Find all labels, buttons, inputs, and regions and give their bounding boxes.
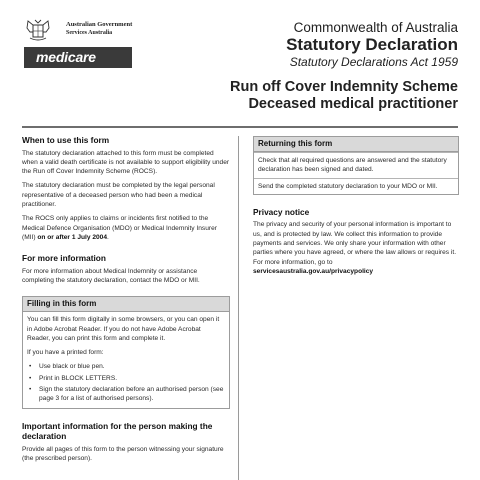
header-rule — [22, 126, 458, 128]
privacy-text: The privacy and security of your personal information is important to us, and is protected by law. We collect this information to provide payments and services. We only share your information with other parties where you have agreed, or where the law allows or requires it. For more information, go to — [253, 221, 457, 266]
bullet-icon: • — [29, 374, 32, 382]
important-info-heading: Important information for the person making the declaration — [22, 420, 213, 442]
document-type: Statutory Declaration — [286, 35, 458, 54]
legislation: Statutory Declarations Act 1959 — [289, 55, 458, 69]
agency-name: Services Australia — [66, 30, 113, 36]
column-divider — [238, 136, 239, 480]
list-item — [27, 362, 225, 371]
filling-in-box — [22, 296, 230, 408]
coat-of-arms-icon — [24, 18, 52, 44]
government-name: Australian Government — [66, 21, 133, 28]
more-info-heading: For more information — [22, 253, 106, 264]
list-item-text: Print in BLOCK LETTERS. — [39, 374, 118, 382]
bullet-icon: • — [29, 386, 32, 394]
returning-box — [253, 136, 459, 195]
form-title-line2: Deceased medical practitioner — [248, 96, 458, 112]
filling-in-body — [23, 312, 229, 407]
filling-in-heading: Filling in this form — [23, 297, 229, 312]
when-to-use-para-2: The statutory declaration must be completed by the legal personal representative of a deceased person who had been a medical practitioner. — [22, 182, 215, 208]
filling-in-para-1: You can fill this form digitally in some browsers, or you can open it in Adobe Acrobat Reader. If you do not have Adobe Acrobat Reader, you can print this form and complete it. — [27, 316, 220, 342]
when-para-3-end: . — [107, 233, 109, 241]
bullet-icon: • — [29, 363, 32, 371]
when-to-use-para-1: The statutory declaration attached to this form must be completed when a valid death certificate is not available to support eligibility under the Run off Cover Indemnity Scheme (ROCS). — [22, 149, 230, 176]
more-info-para: For more information about Medical Indemnity or assistance completing the statutory declaration, contact the MDO or MII. — [22, 267, 200, 284]
form-title — [230, 79, 458, 113]
jurisdiction: Commonwealth of Australia — [293, 20, 458, 35]
when-to-use-para-3 — [22, 214, 230, 242]
privacy-para — [253, 220, 459, 276]
form-title-line1: Run off Cover Indemnity Scheme — [229, 79, 458, 95]
when-para-3-text: The ROCS only applies to claims or incidents first notified to the Medical Defence Organisation (MDO) or Medical Indemnity Insurer (MII) — [22, 215, 217, 241]
right-column — [253, 136, 459, 281]
when-para-3-date: on or after 1 July 2004 — [37, 233, 108, 241]
list-item-text: Sign the statutory declaration before an authorised person (see page 3 for a list of authorised persons). — [39, 386, 224, 403]
privacy-link[interactable]: servicesaustralia.gov.au/privacypolicy — [253, 267, 374, 275]
list-item — [27, 374, 225, 383]
privacy-heading: Privacy notice — [253, 206, 310, 217]
filling-in-para-2: If you have a printed form: — [27, 349, 104, 357]
list-item — [27, 385, 225, 404]
medicare-logo — [24, 47, 132, 68]
returning-row-1: Check that all required questions are answered and the statutory declaration has been signed and dated. — [254, 152, 458, 178]
medicare-logo-text: medicare — [36, 49, 96, 65]
left-column — [22, 135, 230, 468]
important-info-para: Provide all pages of this form to the person witnessing your signature (the prescribed person). — [22, 445, 224, 462]
list-item-text: Use black or blue pen. — [39, 363, 105, 371]
when-to-use-heading: When to use this form — [22, 135, 110, 145]
filling-in-list — [27, 362, 225, 403]
returning-heading: Returning this form — [254, 137, 458, 152]
returning-row-2: Send the completed statutory declaration to your MDO or MII. — [254, 178, 458, 194]
